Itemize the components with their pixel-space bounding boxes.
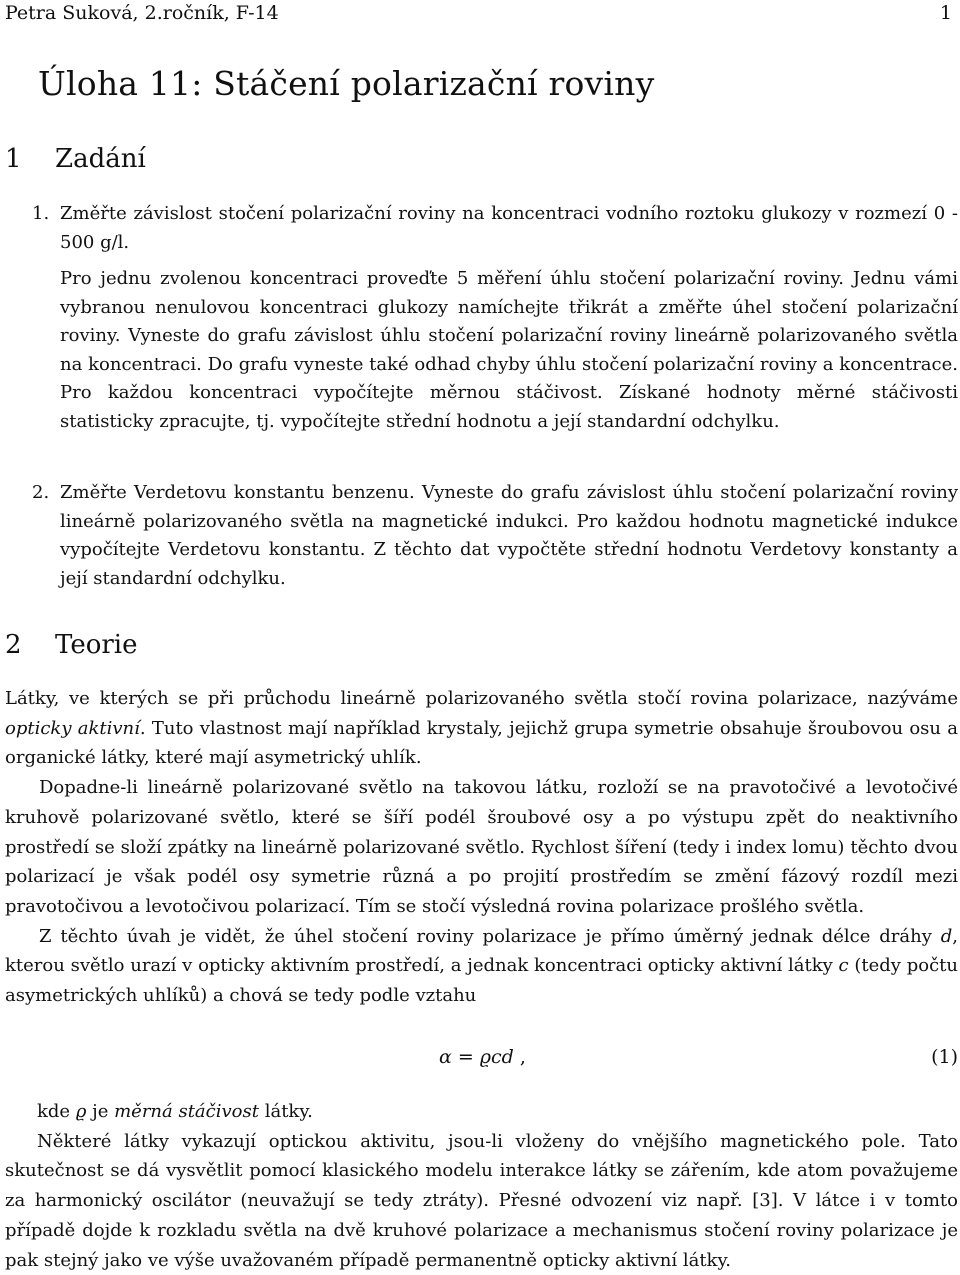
equation-1 xyxy=(5,1046,958,1076)
section-heading-zadani xyxy=(5,144,146,174)
paragraph xyxy=(5,922,958,1011)
section-heading-teorie xyxy=(5,630,138,660)
text-run: Látky, ve kterých se při průchodu lineárně polarizovaného světla stočí rovina polarizace, nazýváme xyxy=(5,688,958,709)
text-run: látky. xyxy=(258,1101,313,1122)
math-variable: α xyxy=(439,1046,452,1068)
math-punct: , xyxy=(513,1046,526,1068)
text-run: . Tuto vlastnost mají například krystaly, jejichž grupa symetrie obsahuje šroubovou osu a organické látky, které mají asymetrický uhlík. xyxy=(5,717,958,769)
paragraph xyxy=(5,1097,958,1127)
paragraph: Některé látky vykazují optickou aktivitu, jsou-li vloženy do vnějšího magnetického pole. Tato skutečnost se dá vysvětlit pomocí klasického modelu interakce látky se zářením, kde atom považujeme za harmonický oscilátor (neuvažují se tedy ztráty). Přesné odvození viz např. [3]. V látce i v tomto případě dojde k rozkladu světla na dvě kruhové polarizace a mechanismus stočení roviny polarizace je pak stejný jako ve výše uvažovaném případě permanentně opticky aktivní látky. xyxy=(5,1130,958,1271)
math-variable: d xyxy=(940,925,953,947)
section-number: 1 xyxy=(5,144,22,174)
math-operator: = xyxy=(451,1046,480,1068)
emphasis-term: měrná stáčivost xyxy=(114,1101,259,1122)
section-title: Teorie xyxy=(55,630,138,660)
emphasis-term: opticky aktivní xyxy=(5,717,140,739)
assignment-item-1 xyxy=(32,200,958,436)
running-header xyxy=(5,2,958,26)
page-number: 1 xyxy=(939,2,952,24)
equation-formula xyxy=(439,1046,526,1068)
text-run: , kterou světlo urazí v opticky aktivním prostředí, a jednak koncentraci opticky aktivní látky xyxy=(5,925,958,977)
section-title: Zadání xyxy=(55,144,146,174)
theory-text xyxy=(5,684,958,1011)
math-variable: ϱ xyxy=(75,1101,87,1122)
text-run: Z těchto úvah je vidět, že úhel stočení roviny polarizace je přímo úměrný jednak délce dráhy xyxy=(39,925,941,947)
item-paragraph: Změřte Verdetovu konstantu benzenu. Vyneste do grafu závislost úhlu stočení polarizační roviny lineárně polarizovaného světla na magnetické indukci. Pro každou hodnotu magnetické indukce vypočítejte Verdetovu konstantu. Z těchto dat vypočtěte střední hodnotu Verdetovy konstanty a její standardní odchylku. xyxy=(60,482,958,589)
item-paragraph: Změřte závislost stočení polarizační roviny na koncentraci vodního roztoku glukozy v rozmezí 0 - 500 g/l. xyxy=(60,203,958,253)
text-run: kde xyxy=(37,1101,76,1122)
paragraph xyxy=(5,684,958,773)
equation-number: (1) xyxy=(931,1046,958,1068)
theory-text-continued xyxy=(5,1097,958,1275)
math-variable: c xyxy=(838,955,849,977)
item-label: 2. xyxy=(32,482,50,503)
header-author: Petra Suková, 2.ročník, F-14 xyxy=(5,2,279,24)
assignment-item-2 xyxy=(32,479,958,593)
text-run: (tedy počtu asymetrických uhlíků) a chová se tedy podle vztahu xyxy=(5,955,959,1007)
document-title: Úloha 11: Stáčení polarizační roviny xyxy=(38,64,655,103)
math-variable: ϱcd xyxy=(479,1046,514,1068)
text-run: je xyxy=(86,1101,115,1122)
paragraph: Dopadne-li lineárně polarizované světlo na takovou látku, rozloží se na pravotočivé a levotočivé kruhově polarizované světlo, které se šíří podél šroubové osy a po výstupu zpět do neaktivního prostředí se složí zpátky na lineárně polarizované světlo. Rychlost šíření (tedy i index lomu) těchto dvou polarizací je však podél osy symetrie různá a po projití prostředím se změní fázový rozdíl mezi pravotočivou a levotočivou polarizací. Tím se stočí výsledná rovina polarizace prošlého světla. xyxy=(5,777,958,917)
item-label: 1. xyxy=(32,203,50,224)
item-paragraph: Pro jednu zvolenou koncentraci proveďte 5 měření úhlu stočení polarizační roviny. Jednu vámi vybranou nenulovou koncentraci glukozy namíchejte třikrát a změřte úhel stočení polarizační roviny. Vyneste do grafu závislost úhlu stočení polarizační roviny lineárně polarizovaného světla na koncentraci. Do grafu vyneste také odhad chyby úhlu stočení polarizační roviny a koncentrace. Pro každou koncentraci vypočítejte měrnou stáčivost. Získané hodnoty měrné stáčivosti statisticky zpracujte, tj. vypočítejte střední hodnotu a její standardní odchylku. xyxy=(60,268,958,432)
section-number: 2 xyxy=(5,630,22,660)
